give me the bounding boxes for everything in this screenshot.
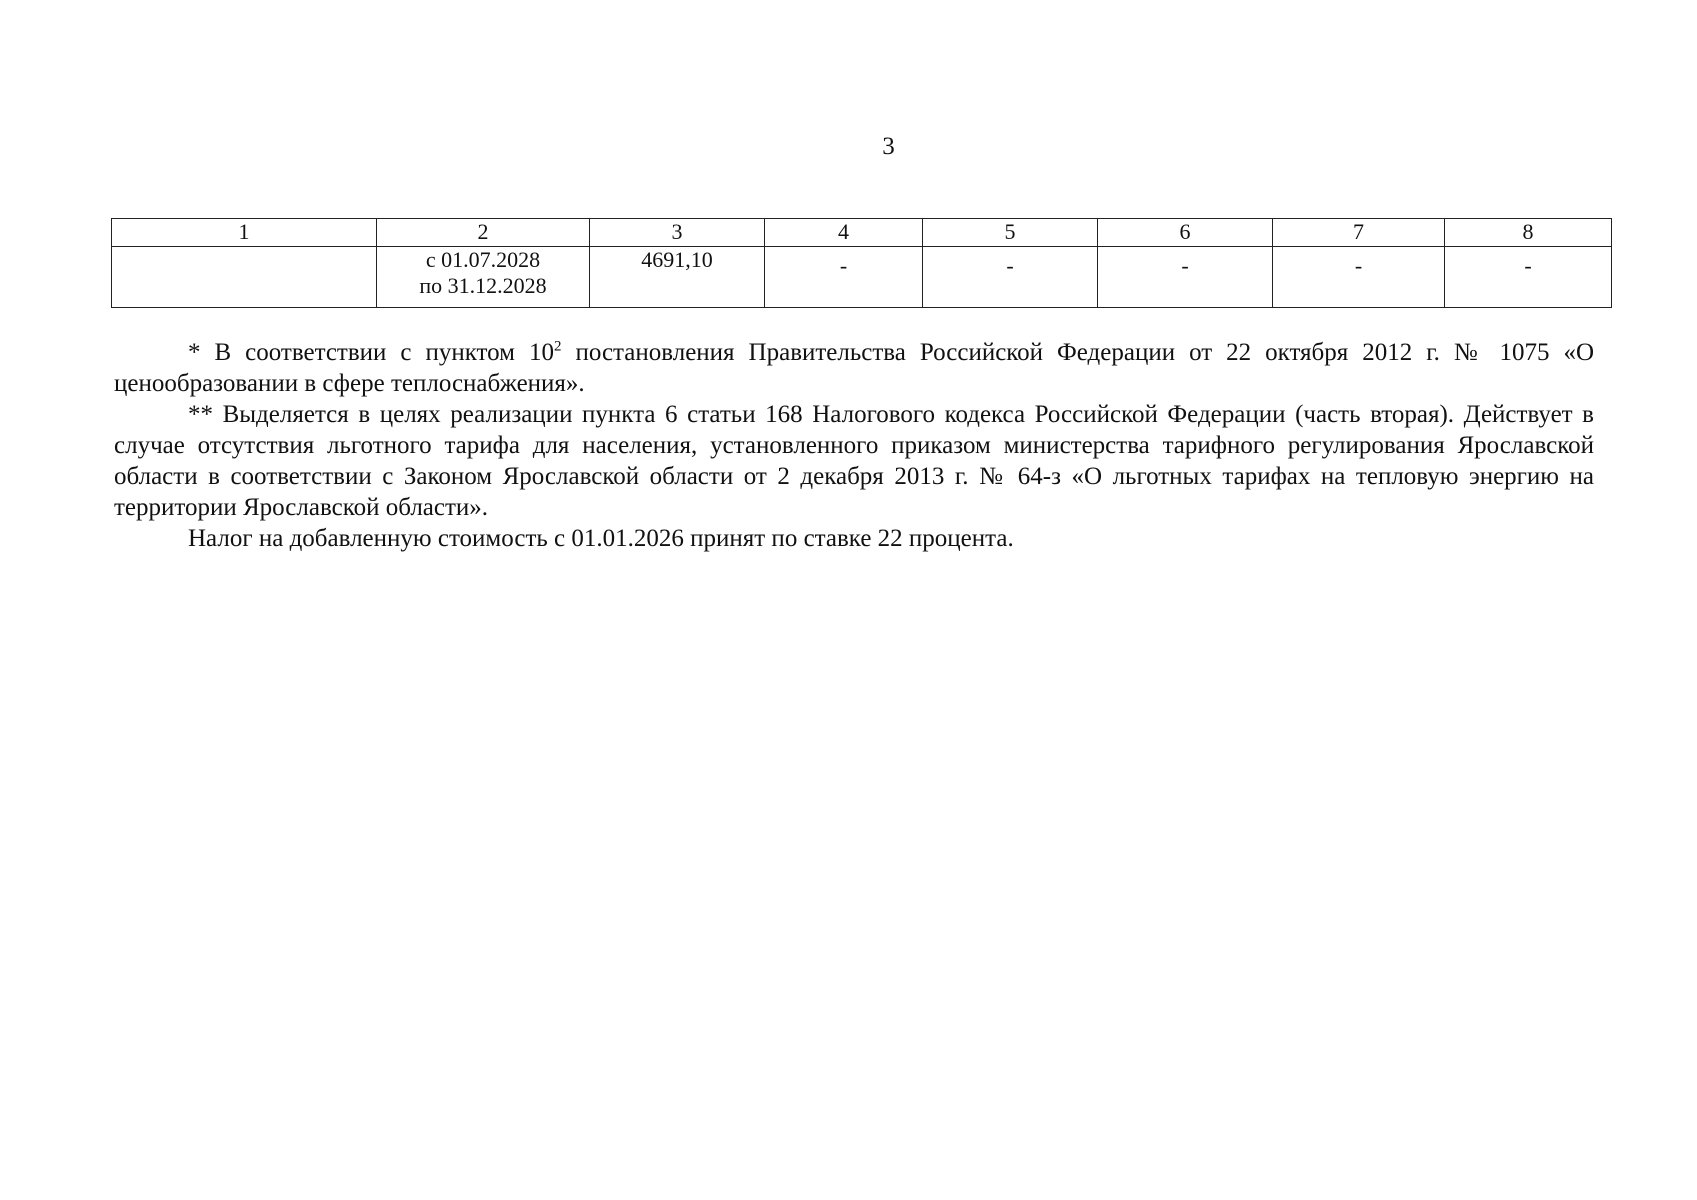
footnotes [114, 337, 1594, 554]
footnote-1 [114, 337, 1594, 399]
column-number-cell: 5 [923, 219, 1098, 247]
column-number-cell: 2 [377, 219, 590, 247]
column-number-cell: 8 [1445, 219, 1612, 247]
table-row [112, 247, 1612, 308]
column-number-cell: 6 [1098, 219, 1273, 247]
dash-cell: - [765, 247, 923, 308]
footnote-2: ** Выделяется в целях реализации пункта 6 статьи 168 Налогового кодекса Российской Федерации (часть вторая). Действует в случае отсутствия льготного тарифа для населения, установленного приказом министерства тарифного регулирования Ярославской области в соответствии с Законом Ярославской области от 2 декабря 2013 г. № 64-з «О льготных тарифах на тепловую энергию на территории Ярославской области». [114, 401, 1594, 521]
empty-cell [112, 247, 377, 308]
footnote-1-end: постановления Правительства Российской Федерации от 22 октября 2012 г. № 1075 «О ценообразовании в сфере теплоснабжения». [114, 339, 1595, 397]
period-to: по 31.12.2028 [419, 273, 547, 298]
footnote-1-start: * В соответствии с пунктом 10 [188, 339, 554, 366]
column-number-cell: 4 [765, 219, 923, 247]
vat-note: Налог на добавленную стоимость с 01.01.2026 принят по ставке 22 процента. [188, 525, 1014, 552]
page-number: 3 [882, 133, 895, 160]
column-number-cell: 1 [112, 219, 377, 247]
dash-cell: - [1098, 247, 1273, 308]
footnote-1-superscript: 2 [553, 338, 562, 355]
tariff-table [111, 218, 1612, 308]
period-cell [377, 247, 590, 308]
table-header-row [112, 219, 1612, 247]
tariff-value-cell: 4691,10 [590, 247, 765, 308]
column-number-cell: 7 [1273, 219, 1445, 247]
dash-cell: - [1273, 247, 1445, 308]
dash-cell: - [923, 247, 1098, 308]
column-number-cell: 3 [590, 219, 765, 247]
period-from: с 01.07.2028 [425, 247, 541, 272]
dash-cell: - [1445, 247, 1612, 308]
